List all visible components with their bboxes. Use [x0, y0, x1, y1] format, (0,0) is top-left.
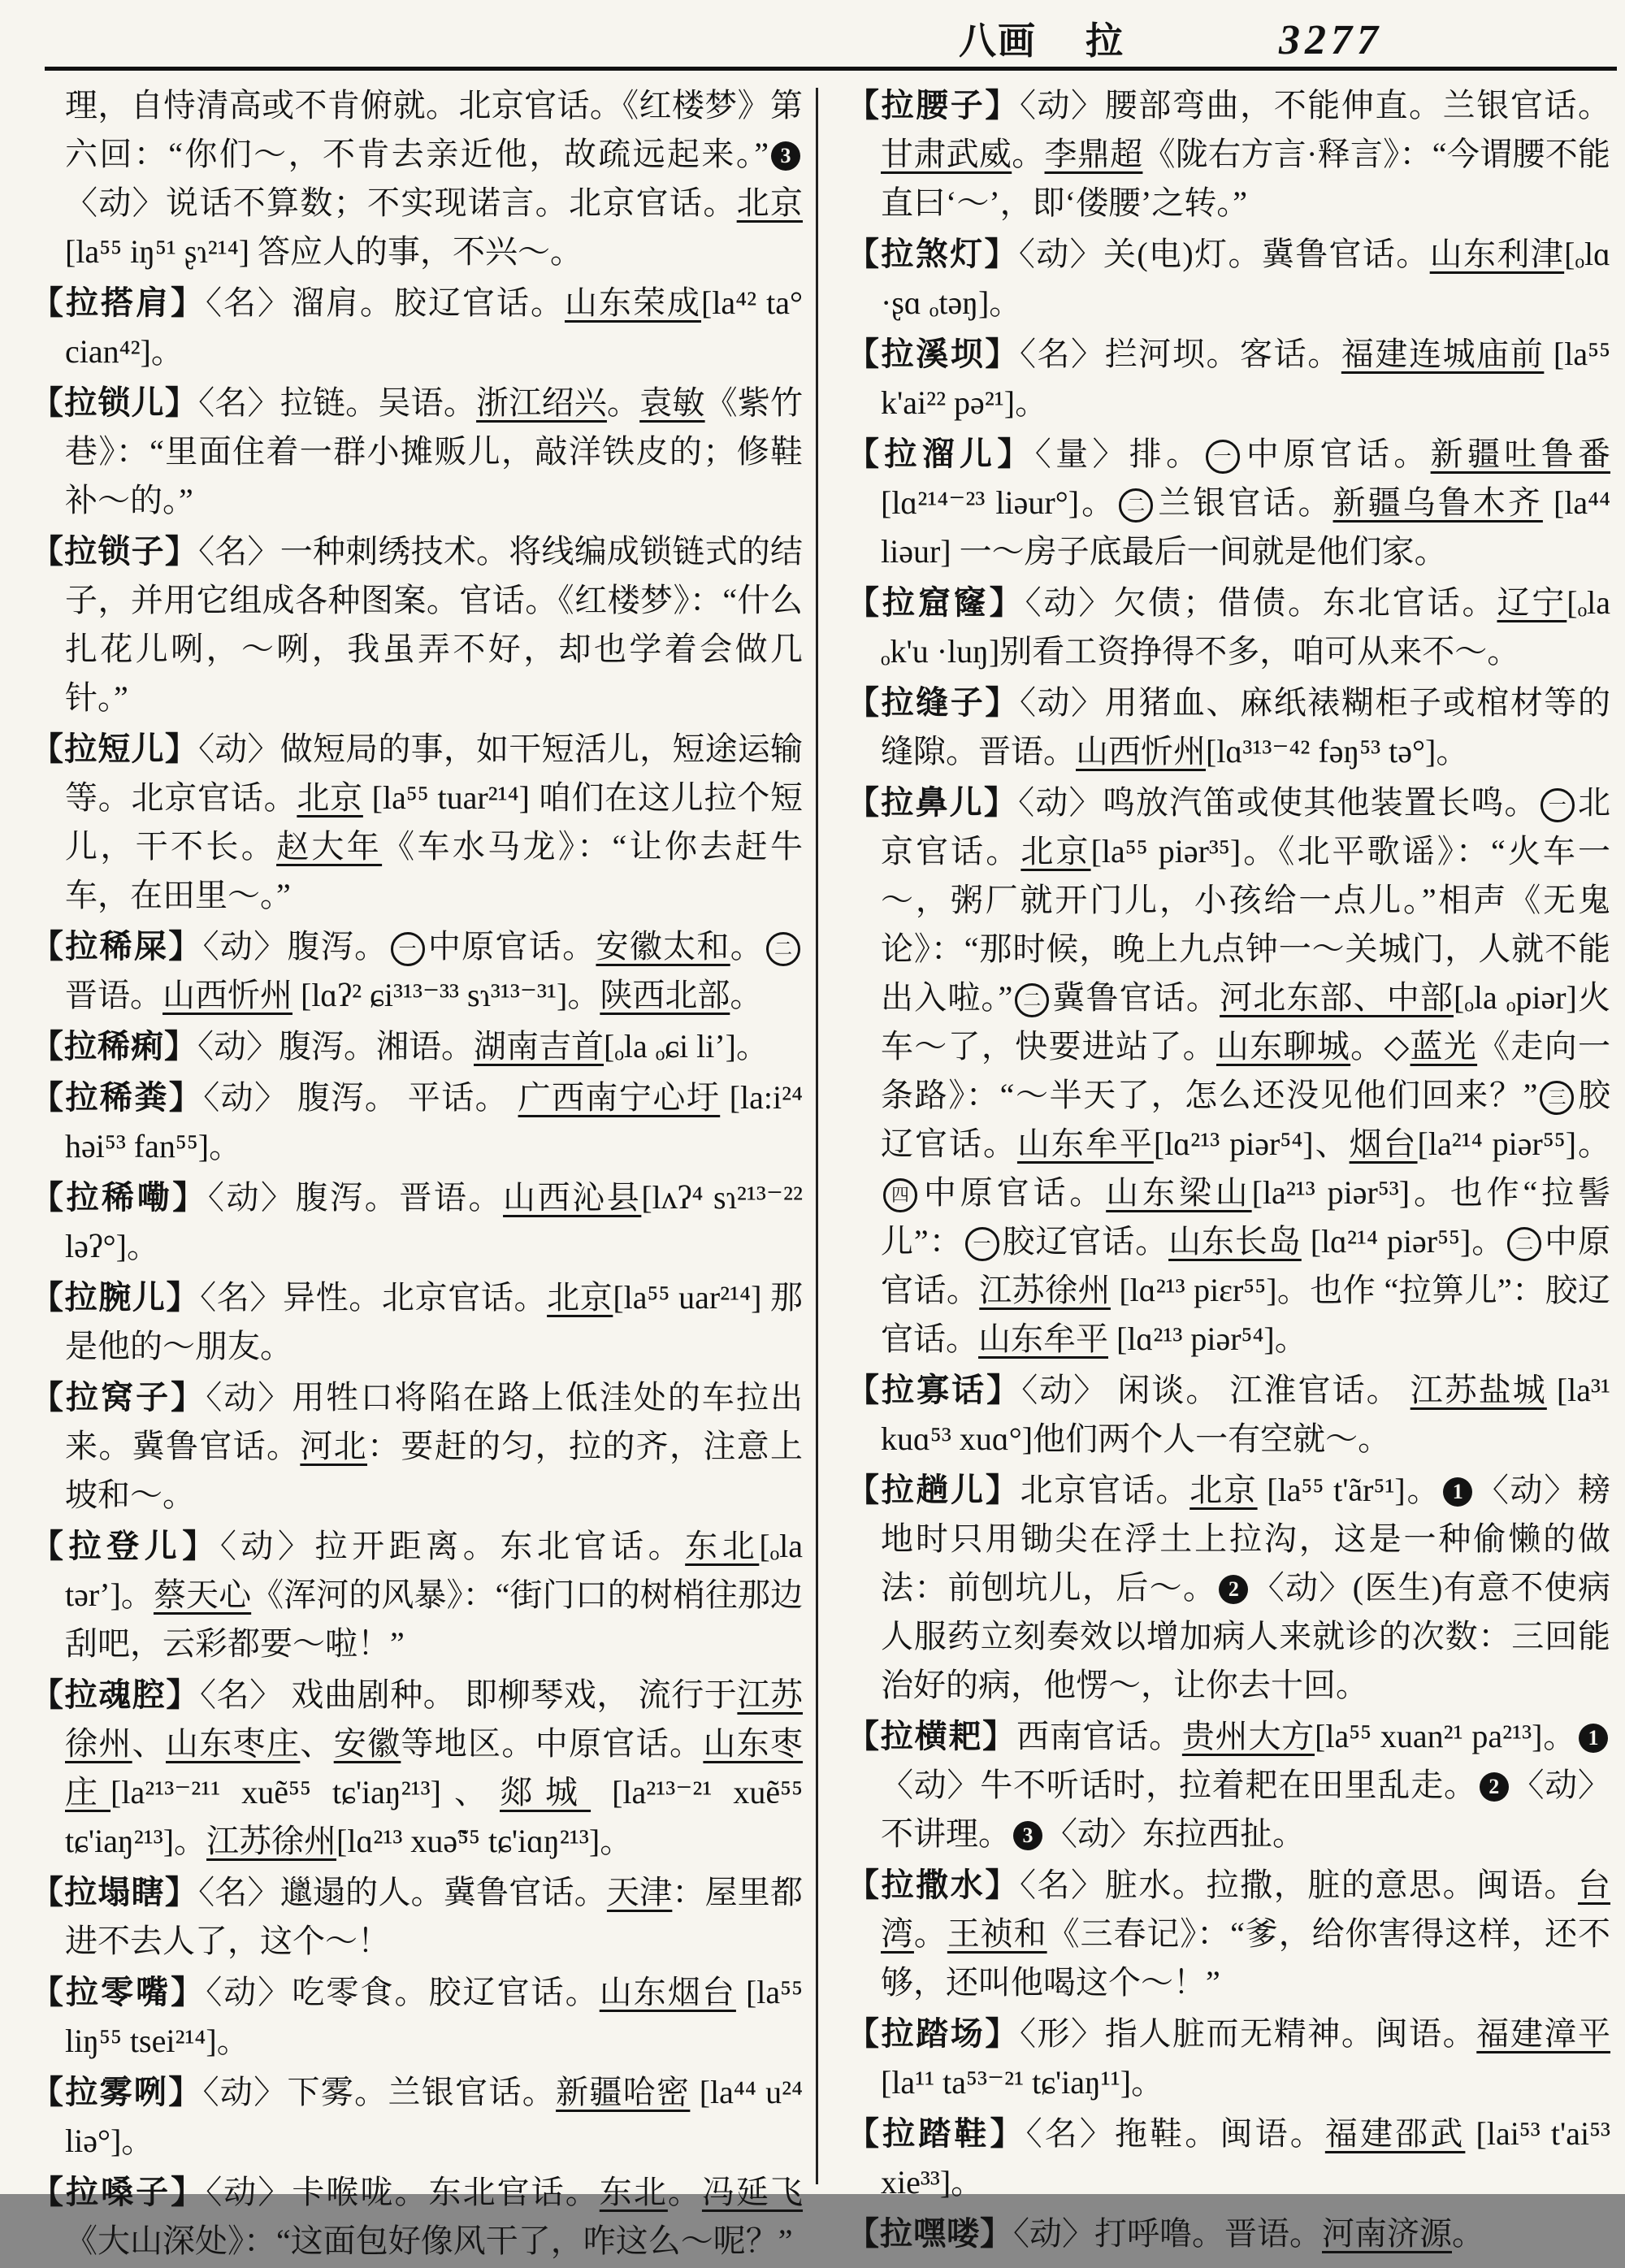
entry-body: 〈动〉腹泻。湘语。湖南吉首[ₒla ₒɕi liʼ]。	[197, 1028, 769, 1065]
entry-body: 〈动〉关(电)灯。冀鲁官话。山东利津[ₒlɑ ·ʂɑ ₒtəŋ]。	[881, 236, 1611, 321]
head-character: 拉	[1086, 20, 1124, 62]
column-divider	[816, 88, 818, 2184]
entry-body: 〈名〉拖鞋。闽语。福建邵武 [lai⁵³ t'ai⁵³ xie³³]。	[881, 2115, 1611, 2201]
dict-entry	[847, 1366, 1610, 1464]
entry-headword: 【拉稀嘞】	[31, 1179, 208, 1216]
left-column	[31, 81, 803, 2268]
entry-headword: 【拉稀屎】	[31, 928, 203, 965]
entry-headword: 【拉横耙】	[847, 1718, 1016, 1754]
entry-headword: 【拉窝子】	[31, 1379, 206, 1416]
dict-entry	[31, 279, 803, 376]
dict-entry	[31, 1373, 803, 1520]
entry-headword: 【拉嘿喽】	[847, 2215, 1013, 2252]
entry-body: 〈名〉 戏曲剧种。 即柳琴戏， 流行于江苏徐州、山东枣庄、安徽等地区。中原官话。山东枣庄[la²¹³⁻²¹¹ xuẽ⁵⁵ tɕ'iaŋ²¹³]、郯城 [la²¹³⁻²¹ xuẽ⁵⁵ tɕ'iaŋ²¹³]。江苏徐州[lɑ²¹³ xuə̃⁵⁵ tɕ'iɑŋ²¹³]。	[65, 1676, 804, 1859]
page-header	[959, 11, 1592, 65]
header-rule	[45, 67, 1617, 71]
entry-body: 〈动〉卡喉咙。东北官话。东北。冯延飞《大山深处》：“这面包好像风干了，咋这么～呢？”	[65, 2174, 804, 2259]
dict-entry	[847, 778, 1610, 1364]
dict-entry	[31, 1968, 803, 2066]
dict-entry	[31, 1522, 803, 1668]
entry-headword: 【拉趟儿】	[847, 1472, 1020, 1508]
entry-body: 〈名〉异性。北京官话。北京[la⁵⁵ uar²¹⁴] 那是他的～朋友。	[65, 1279, 804, 1364]
entry-headword: 【拉搭肩】	[31, 284, 206, 321]
entry-body: 〈动〉 腹泻。 平话。 广西南宁心圩 [la:i²⁴ həi⁵³ fan⁵⁵]。	[65, 1079, 804, 1164]
entry-body: 西南官话。贵州大方[la⁵⁵ xuan²¹ pa²¹³]。 1〈动〉牛不听话时，拉着耙在田里乱走。 2 〈动〉不讲理。 3 〈动〉东拉西扯。	[881, 1718, 1611, 1852]
entry-body: 〈名〉邋遢的人。冀鲁官话。天津：屋里都进不去人了，这个～！	[65, 1874, 804, 1959]
entry-headword: 【拉锁儿】	[31, 384, 199, 421]
entry-headword: 【拉寡话】	[847, 1372, 1022, 1408]
entry-headword: 【拉鼻儿】	[847, 784, 1019, 821]
right-column	[847, 81, 1610, 2261]
dict-entry	[847, 2209, 1610, 2258]
dict-entry	[847, 1466, 1610, 1710]
entry-body: 〈动〉拉开距离。东北官话。东北[ₒla tərʼ]。蔡天心《浑河的风暴》：“街门口的树梢往那边刮吧，云彩都要～啦！”	[65, 1528, 804, 1662]
entry-headword: 【拉踏鞋】	[847, 2115, 1026, 2152]
entry-headword: 【拉撒水】	[847, 1867, 1020, 1903]
dict-entry	[847, 430, 1610, 576]
entry-body: 北京官话。北京 [la⁵⁵ t'ãr⁵¹]。 1 〈动〉耪地时只用锄尖在浮土上拉沟，这是一种偷懒的做法：前刨坑儿，后～。 2 〈动〉(医生)有意不使病人服药立刻奏效以增加病人来就诊的次数：三回能治好的病，他愣～，让你去十回。	[881, 1472, 1611, 1703]
entry-headword: 【拉锁子】	[31, 533, 199, 570]
dict-entry	[31, 1022, 803, 1071]
entry-body: 〈动〉用猪血、麻纸裱糊柜子或棺材等的缝隙。晋语。山西忻州[lɑ³¹³⁻⁴² fəŋ⁵³ tə°]。	[881, 684, 1611, 770]
dict-entry	[31, 2068, 803, 2166]
entry-body: 〈动〉腹泻。晋语。山西沁县[lʌʔ⁴ sɿ²¹³⁻²² ləʔ°]。	[65, 1179, 804, 1264]
continuation-paragraph: 理，自恃清高或不肯俯就。北京官话。《红楼梦》第六回：“你们～，不肯去亲近他，故疏远起来。” 3〈动〉说话不算数；不实现诺言。北京官话。北京 [la⁵⁵ iŋ⁵¹ ʂɿ²¹⁴] 答应人的事，不兴～。	[65, 87, 804, 270]
entry-body: 〈名〉拦河坝。客话。福建连城庙前 [la⁵⁵ k'ai²² pə²¹]。	[881, 336, 1611, 421]
entry-body: 〈名〉溜肩。胶辽官话。山东荣成[la⁴² ta° cian⁴²]。	[65, 284, 803, 370]
dict-entry	[847, 579, 1610, 676]
dict-entry	[847, 2010, 1610, 2107]
dict-entry	[31, 1868, 803, 1966]
dict-entry	[847, 330, 1610, 427]
entry-headword: 【拉魂腔】	[31, 1676, 200, 1713]
entry-headword: 【拉稀痢】	[31, 1028, 197, 1065]
entry-body: 〈名〉脏水。拉撒，脏的意思。闽语。台湾。王祯和《三春记》：“爹，给你害得这样，还不够，还叫他喝这个～！”	[881, 1867, 1611, 2001]
entry-body: 〈动〉腰部弯曲，不能伸直。兰银官话。甘肃武威。李鼎超《陇右方言·释言》：“今谓腰不能直曰‘～’，即‘偻腰’之转。”	[881, 87, 1611, 221]
entry-body: 〈动〉用牲口将陷在路上低洼处的车拉出来。冀鲁官话。河北：要赶的匀，拉的齐，注意上坡和～。	[65, 1379, 804, 1513]
dict-entry	[31, 1671, 803, 1866]
entry-headword: 【拉溪坝】	[847, 336, 1020, 372]
entry-headword: 【拉零嘴】	[31, 1974, 206, 2010]
dict-entry	[31, 1073, 803, 1171]
entry-headword: 【拉溜儿】	[847, 436, 1035, 472]
entry-body: 〈动〉鸣放汽笛或使其他装置长鸣。 一 北京官话。北京[la⁵⁵ piər³⁵]。《北平歌谣》：“火车一～，粥厂就开门儿，小孩给一点儿。”相声《无鬼论》：“那时候，晚上九点钟一～关城门，人就不能出入啦。” 二 冀鲁官话。河北东部、中部[ₒla ₒpiər]火车～了，快要进站了。山东聊城。◇蓝光《走向一条路》：“～半天了，怎么还没见他们回来？” 三 胶辽官话。山东牟平[lɑ²¹³ piər⁵⁴]、烟台[la²¹⁴ piər⁵⁵]。四 中原官话。山东梁山[la²¹³ piər⁵³]。也作“拉髻儿”： 一 胶辽官话。山东长岛 [lɑ²¹⁴ piər⁵⁵]。 二 中原官话。江苏徐州 [lɑ²¹³ piɛr⁵⁵]。也作 “拉箅儿”：胶辽官话。山东牟平 [lɑ²¹³ piər⁵⁴]。	[881, 784, 1611, 1357]
entry-body: 〈名〉一种刺绣技术。将线编成锁链式的结子，并用它组成各种图案。官话。《红楼梦》：“什么扎花儿咧，～咧，我虽弄不好，却也学着会做几针。”	[65, 533, 804, 716]
stroke-section-label: 八画	[959, 20, 1037, 62]
entry-body: 〈名〉拉链。吴语。浙江绍兴。袁敏《紫竹巷》：“里面住着一群小摊贩儿，敲洋铁皮的；修鞋补～的。”	[65, 384, 804, 518]
entry-body: 〈动〉打呼噜。晋语。河南济源。	[1013, 2215, 1484, 2252]
dict-entry	[31, 725, 803, 920]
dict-entry	[847, 230, 1610, 327]
entry-headword: 【拉雾咧】	[31, 2074, 203, 2110]
entry-body: 〈动〉吃零食。胶辽官话。山东烟台 [la⁵⁵ liŋ⁵⁵ tsei²¹⁴]。	[65, 1974, 804, 2059]
entry-body: 〈动〉腹泻。 一 中原官话。安徽太和。 二晋语。山西忻州 [lɑʔ² ɕi³¹³⁻³³ sɿ³¹³⁻³¹]。陕西北部。	[65, 928, 803, 1013]
entry-headword: 【拉登儿】	[31, 1528, 220, 1564]
dict-entry	[31, 379, 803, 525]
dict-entry	[31, 922, 803, 1020]
entry-headword: 【拉缝子】	[847, 684, 1020, 721]
entry-body: 〈形〉指人脏而无精神。闽语。福建漳平[la¹¹ ta⁵³⁻²¹ tɕ'iaŋ¹¹]。	[881, 2015, 1611, 2101]
entry-body: 〈动〉下雾。兰银官话。新疆哈密 [la⁴⁴ u²⁴ liə°]。	[65, 2074, 804, 2159]
entry-body: 〈动〉欠债；借债。东北官话。辽宁[ₒla ₒk'u ·luŋ]别看工资挣得不多，咱可从来不～。	[881, 584, 1611, 670]
entry-body: 〈动〉做短局的事，如干短活儿，短途运输等。北京官话。北京 [la⁵⁵ tuar²¹⁴] 咱们在这儿拉个短儿，干不长。赵大年《车水马龙》：“让你去赶牛车，在田里～。”	[65, 731, 804, 913]
entry-headword: 【拉塌瞎】	[31, 1874, 199, 1910]
dict-entry	[31, 1273, 803, 1371]
dict-entry	[31, 1173, 803, 1271]
entry-headword: 【拉煞灯】	[847, 236, 1019, 272]
entry-headword: 【拉踏场】	[847, 2015, 1020, 2052]
dict-entry	[847, 1861, 1610, 2007]
entry-body: 〈量〉排。 一 中原官话。新疆吐鲁番 [lɑ²¹⁴⁻²³ liəur°]。 二 兰银官话。新疆乌鲁木齐 [la⁴⁴ liəur] 一～房子底最后一间就是他们家。	[881, 436, 1611, 570]
entry-headword: 【拉短儿】	[31, 731, 199, 767]
page-number: 3277	[1279, 17, 1383, 63]
dict-entry	[847, 81, 1610, 228]
entry-headword: 【拉窟窿】	[847, 584, 1025, 621]
dict-entry	[847, 679, 1610, 776]
entry-headword: 【拉稀粪】	[31, 1079, 204, 1116]
dict-entry	[31, 527, 803, 722]
dict-entry	[847, 1712, 1610, 1858]
dict-entry	[31, 2168, 803, 2266]
entry-body: 〈动〉 闲谈。 江淮官话。 江苏盐城 [la³¹ kuɑ⁵³ xuɑ°]他们两个人一有空就～。	[881, 1372, 1611, 1457]
entry-headword: 【拉嗓子】	[31, 2174, 206, 2210]
entry-headword: 【拉腕儿】	[31, 1279, 201, 1316]
dict-entry	[847, 2110, 1610, 2207]
entry-headword: 【拉腰子】	[847, 87, 1020, 124]
